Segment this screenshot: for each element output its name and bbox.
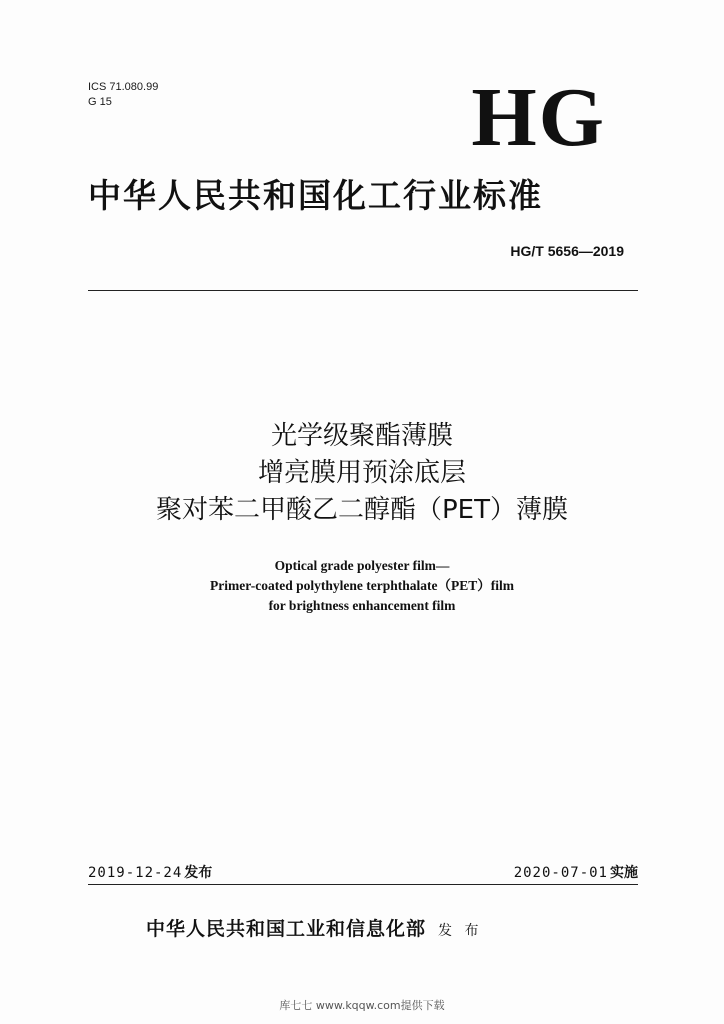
issue-label: 发布 (184, 865, 213, 881)
english-title-line-2: Primer-coated polythylene terphthalate（PET）film (210, 578, 514, 593)
standard-category-title: 中华人民共和国化工行业标准 (88, 176, 543, 215)
issue-date: 2019-12-24 (88, 865, 183, 881)
english-title-line-3: for brightness enhancement film (268, 598, 456, 613)
english-title-line-1: Optical grade polyester film— (274, 558, 450, 573)
implement-date-block (514, 862, 638, 882)
bottom-divider (88, 884, 638, 885)
issue-date-block (88, 862, 212, 882)
chinese-title (0, 418, 724, 529)
chinese-title-line-2: 增亮膜用预涂底层 (257, 458, 466, 488)
chinese-title-line-1: 光学级聚酯薄膜 (270, 421, 453, 451)
ics-code: ICS 71.080.99 (88, 81, 159, 93)
implement-label: 实施 (610, 865, 638, 881)
issuer-publish-word: 发 布 (438, 923, 483, 939)
chinese-title-line-3: 聚对苯二甲酸乙二醇酯（PET）薄膜 (156, 495, 568, 525)
ccs-code: G 15 (88, 96, 112, 108)
top-divider (88, 290, 638, 291)
issuer-block (146, 914, 482, 941)
classification-codes (88, 80, 158, 110)
implement-date: 2020-07-01 (513, 865, 608, 881)
download-watermark: 库七七 www.kqqw.com提供下载 (279, 999, 445, 1012)
english-title (0, 556, 724, 616)
hg-logo: HG (471, 71, 606, 164)
issuer-organization: 中华人民共和国工业和信息化部 (146, 918, 427, 940)
standard-number: HG/T 5656—2019 (510, 243, 624, 259)
